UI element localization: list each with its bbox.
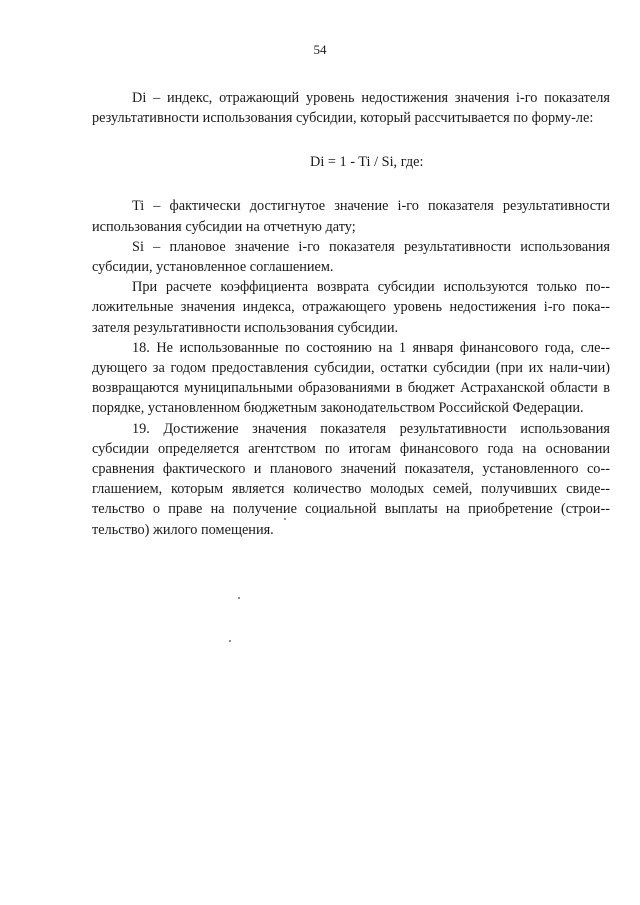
page-number: 54 — [313, 42, 327, 57]
paragraph-positive-values: При расчете коэффициента возврата субсидии используются только по-ложительные значения индекса, отражающего уровень недостижения i-го пока-зателя результативности использования субсидии. — [92, 279, 610, 336]
document-body — [92, 88, 610, 540]
paragraph-item-18: 18. Не использованные по состоянию на 1 января финансового года, сле-дующего за годом предоставления субсидии, остатки субсидии (при их нали-чии) возвращаются муниципальными образованиями в бюджет Астраханской области в порядке, установленном бюджетным законодательством Российской Федерации. — [92, 339, 610, 417]
paragraph-ti-definition: Ti – фактически достигнутое значение i-го показателя результативности использования субсидии на отчетную дату; — [92, 198, 610, 235]
paragraph-si-definition: Si – плановое значение i-го показателя результативности использования субсидии, установленное соглашением. — [92, 238, 610, 276]
paragraph-item-19: 19. Достижение значения показателя результативности использования субсидии определяется агентством по итогам финансового года на основании сравнения фактического и планового значений показателя, установленного со-глашением, которым является количество молодых семей, получивших свиде-тельство о праве на получение социальной выплаты на приобретение (строи-тельство) жилого помещения. — [92, 420, 610, 538]
scan-speck — [284, 518, 286, 520]
scan-speck — [229, 640, 231, 642]
paragraph-di-definition: Di – индекс, отражающий уровень недостижения значения i-го показателя результативности использования субсидии, который рассчитывается по форму-ле: — [92, 90, 610, 127]
scan-speck — [238, 597, 240, 599]
formula: Di = 1 - Ti / Si, где: — [310, 154, 424, 171]
